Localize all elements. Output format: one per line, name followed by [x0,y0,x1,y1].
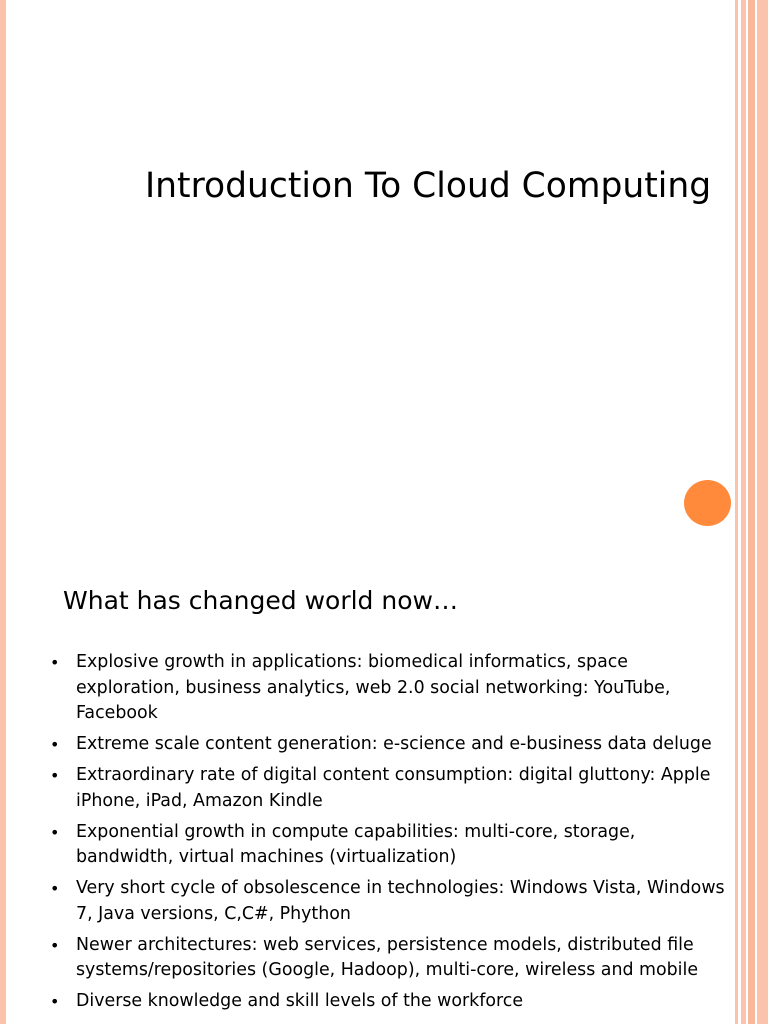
slide-title: Introduction To Cloud Computing [145,166,712,206]
bullet-item [46,732,736,758]
bullet-text: Explosive growth in applications: biomedical informatics, space exploration, business analytics, web 2.0 social networking: YouTube, Facebook [76,652,671,723]
bullet-icon: • [50,879,60,898]
bullet-text: Extreme scale content generation: e-science and e-business data deluge [76,734,712,754]
bullet-icon: • [50,822,60,842]
bullet-text: Newer architectures: web services, persistence models, distributed file systems/repositories (Google, Hadoop), multi-core, wireless and mobile [76,934,699,980]
bullet-item [46,989,736,1015]
left-border-stripe [0,0,6,1024]
bullet-icon: • [50,766,60,785]
right-border-stripe-3 [748,0,755,1024]
accent-circle [684,480,731,526]
bullet-text: Extraordinary rate of digital content consumption: digital gluttony: Apple iPhone, iPad, Amazon Kindle [76,765,711,811]
bullet-item [46,876,736,927]
slide-subtitle: What has changed world now… [63,586,458,615]
bullet-icon: • [50,992,60,1011]
bullet-icon: • [50,935,60,955]
bullet-list [46,650,736,1020]
right-border-stripe-4 [757,0,768,1024]
bullet-text: Exponential growth in compute capabilities: multi-core, storage, bandwidth, virtual machines (virtualization) [76,821,636,867]
bullet-item [46,763,736,814]
bullet-icon: • [50,735,60,754]
bullet-item [46,933,736,984]
bullet-item [46,650,736,727]
bullet-text: Diverse knowledge and skill levels of the workforce [76,991,524,1011]
bullet-item [46,820,736,871]
bullet-icon: • [50,653,60,672]
right-border-stripe-2 [741,0,746,1024]
bullet-text: Very short cycle of obsolescence in technologies: Windows Vista, Windows 7, Java versions, C,C#, Phython [76,878,725,924]
